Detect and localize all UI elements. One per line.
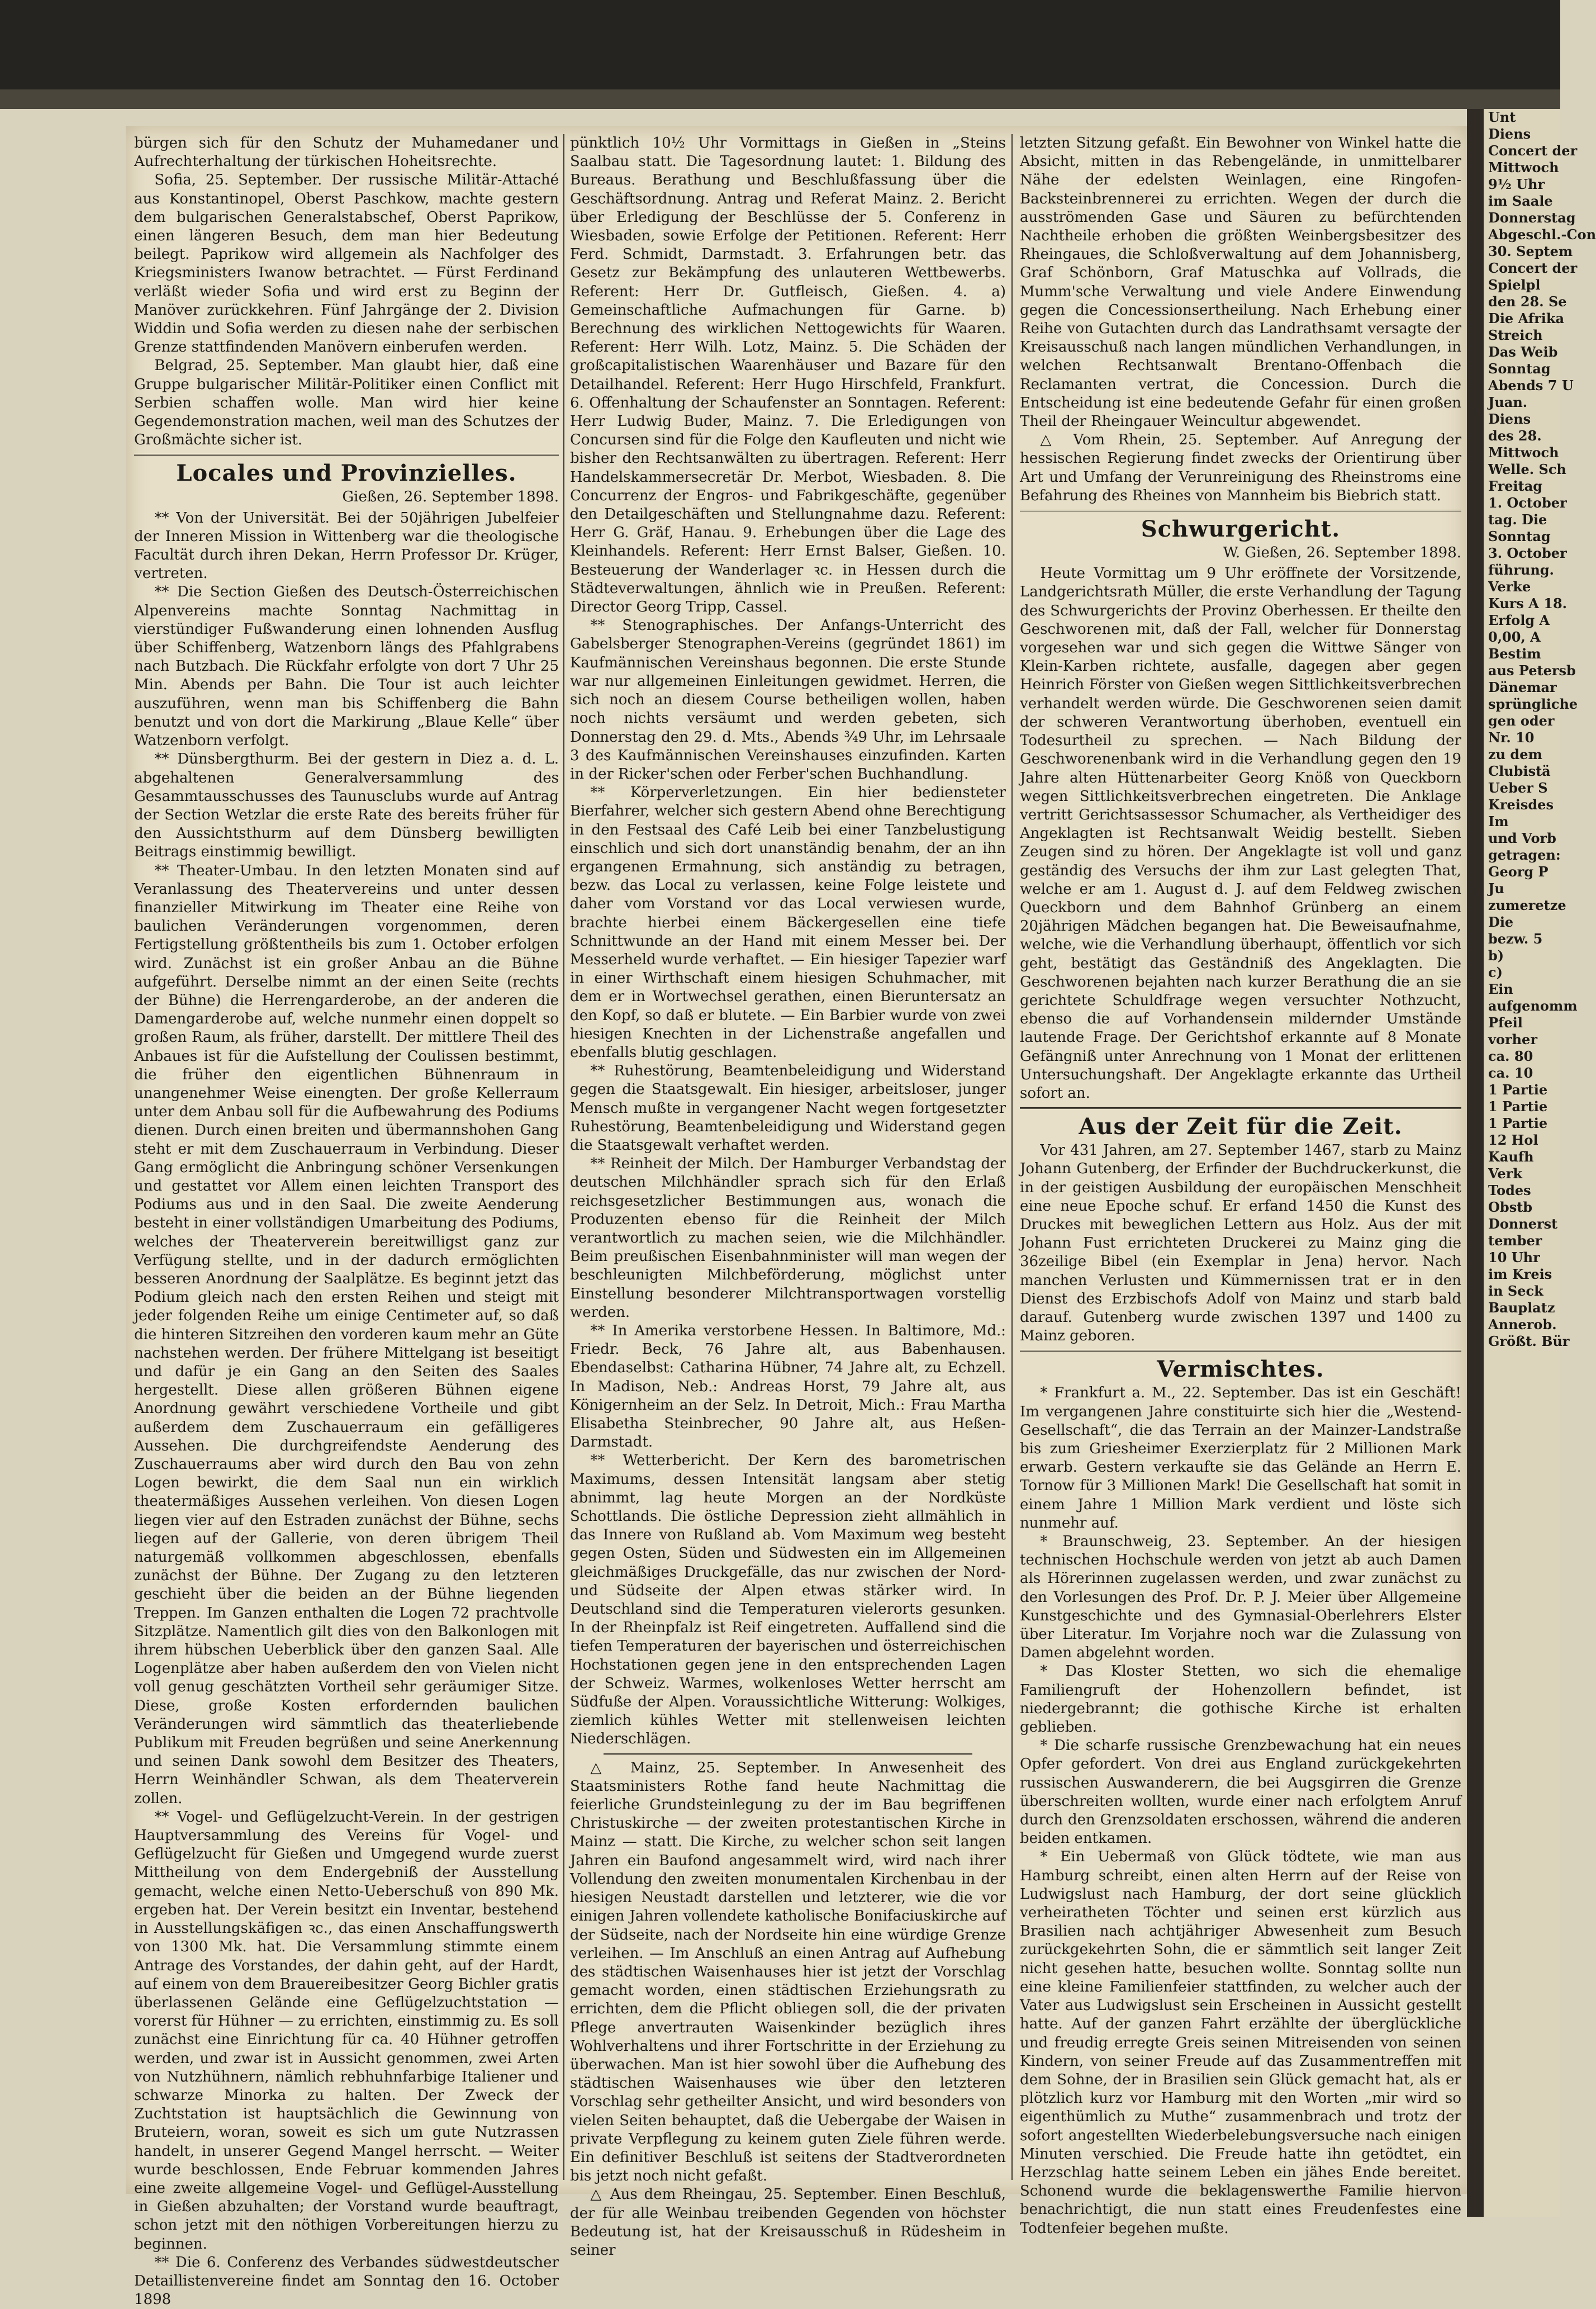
- news-ruhestoerung: ** Ruhestörung, Beamtenbeleidigung und Widerstand gegen die Staatsgewalt. Ein hiesiger, arbeitsloser, junger Mensch mußte in vergangener Nacht wegen fortgesetzter Ruhestörung, Beamtenbeleidigung und Widerstand gegen die Staatsgewalt verhaftet werden.: [570, 1063, 1006, 1154]
- next-page-fragment: Obstb: [1488, 1199, 1533, 1215]
- next-page-fragment: Juan.: [1488, 394, 1528, 410]
- next-page-fragment: Sonntag: [1488, 361, 1551, 377]
- next-page-fragment: tember: [1488, 1232, 1542, 1249]
- next-page-fragment: den 28. Se: [1488, 293, 1567, 310]
- next-page-fragment: 1 Partie: [1488, 1098, 1548, 1115]
- next-page-fragment: Bauplatz: [1488, 1300, 1555, 1316]
- next-page-fragment: Pfeil: [1488, 1014, 1523, 1031]
- next-page-fragment: zu dem: [1488, 746, 1542, 762]
- next-page-fragment: aufgenomm: [1488, 998, 1578, 1014]
- next-page-fragment: Mittwoch: [1488, 159, 1559, 176]
- news-vom-rhein: △ Vom Rhein, 25. September. Auf Anregung der hessischen Regierung findet zwecks der Orientirung über Art und Umfang der Verunreinigung des Rheinstroms eine Befahrung des Rheines von Mannheim bis Biebrich statt.: [1020, 432, 1461, 504]
- next-page-fragment: Verk: [1488, 1165, 1522, 1182]
- news-schwurgericht: Heute Vormittag um 9 Uhr eröffnete der Vorsitzende, Landgerichtsrath Müller, die erste Verhandlung der Tagung des Schwurgerichts der Provinz Oberhessen. Er theilte den Geschworenen mit, daß der Fall, welcher für Donnerstag vorgesehen war und sich gegen die Wittwe Sänger von Klein-Karben richtete, ausfalle, dagegen aber gegen Heinrich Förster von Gießen wegen Sittlichkeitsverbrechen verhandelt werden würde. Die Geschworenen seien damit der schweren Verantwortung überhoben, eventuell ein Todesurtheil zu sprechen. — Nach Bildung der Geschworenenbank wird in die Verhandlung gegen den 19 Jahre alten Hüttenarbeiter Georg Knöß von Queckborn wegen Sittlichkeitsverbrechen eingetreten. Die Anklage vertritt Gerichtsassessor Schumacher, als Vertheidiger des Angeklagten ist Rechtsanwalt Weidig bestellt. Sieben Zeugen sind zu hören. Der Angeklagte ist voll und ganz geständig des Versuchs der ihm zur Last gelegten That, welche er am 1. August d. J. auf dem Feldweg zwischen Queckborn und dem Bahnhof Grünberg an einem 20jährigen Mädchen begangen hat. Die Beweisaufnahme, welche, wie die Verhandlung überhaupt, öffentlich vor sich geht, bestätigt das Geständniß des Angeklagten. Die Geschworenen bejahten nach kurzer Berathung die an sie gerichtete Schuldfrage wegen versuchter Nothzucht, ebenso die auf Vorhandensein mildernder Umstände lautende Frage. Der Gerichtshof erkannte auf 8 Monate Gefängniß unter Anrechnung von 1 Monat der erlittenen Untersuchungshaft. Der Angeklagte erkannte das Urtheil sofort an.: [1020, 565, 1461, 1102]
- next-page-fragment: Kreisdes: [1488, 796, 1554, 813]
- news-mainz: △ Mainz, 25. September. In Anwesenheit des Staatsministers Rothe fand heute Nachmittag die feierliche Grundsteinlegung zu der im Bau begriffenen Christuskirche — der zweiten protestantischen Kirche in Mainz — statt. Die Kirche, zu welcher schon seit langen Jahren ein Baufond angesammelt wird, wird nach ihrer Vollendung den zweiten monumentalen Kirchenbau in der hiesigen Neustadt darstellen und letzterer, wie die vor einigen Jahren vollendete katholische Bonifaciuskirche auf der Südseite, nach der Nordseite hin eine würdige Grenze verleihen. — Im Anschluß an einen Antrag auf Aufhebung des städtischen Waisenhauses hier ist jetzt der Vorschlag gemacht worden, einen städtischen Erziehungsrath zu errichten, dem die Pflicht obliegen soll, die der privaten Pflege anvertrauten Waisenkinder bezüglich ihres Wohlverhaltens und ihrer Fortschritte in der Erziehung zu überwachen. Man ist hier sowohl über die Aufhebung des städtischen Waisenhauses wie über den letzteren Vorschlag sehr getheilter Ansicht, und wird besonders von vielen Seiten behauptet, daß die Uebergabe der Waisen in private Verpflegung zu keinem guten Ziele führen werde. Ein definitiver Beschluß ist seitens der Stadtverordneten bis jetzt noch nicht gefaßt.: [570, 1759, 1006, 2185]
- next-page-fragment: c): [1488, 964, 1503, 980]
- next-page-fragment: 1. October: [1488, 495, 1567, 511]
- next-page-fragment: Das Weib: [1488, 344, 1558, 360]
- next-page-fragment: Diens: [1488, 126, 1531, 142]
- news-detaillistenvereine: ** Die 6. Conferenz des Verbandes südwestdeutscher Detaillistenvereine findet am Sonntag den 16. October 1898: [134, 2254, 559, 2308]
- next-page-fragment: b): [1488, 947, 1504, 964]
- next-page-fragment: und Vorb: [1488, 830, 1556, 846]
- section-heading-locales: Locales und Provinzielles.: [134, 454, 559, 488]
- next-page-fragment: im Saale: [1488, 193, 1553, 209]
- article-tagesordnung: pünktlich 10½ Uhr Vormittags in Gießen in „Steins Saalbau statt. Die Tagesordnung lautet: 1. Bildung des Bureaus. Berathung und Beschlußfassung über die Geschäftsordnung. Antrag und Referat Mainz. 2. Bericht über Erledigung der Beschlüsse der 5. Conferenz in Wiesbaden, sowie Erfolge der Petitionen. Referent: Herr Ferd. Schmidt, Darmstadt. 3. Erfahrungen betr. das Gesetz zur Bekämpfung des unlauteren Wettbewerbs. Referent: Herr Dr. Gutfleisch, Gießen. 4. a) Gemeinschaftliche Aufmachungen für Garne. b) Berechnung des wirklichen Nettogewichts für Waaren. Referent: Herr Wilh. Lotz, Mainz. 5. Die Schäden der großcapitalistischen Waarenhäuser und Bazare für den Detailhandel. Referent: Herr Hugo Hirschfeld, Frankfurt. 6. Offenhaltung der Schaufenster an Sonntagen. Referent: Herr Ludwig Buder, Mainz. 7. Die Erledigungen von Concursen sind für die Folge den Kaufleuten und nicht wie bisher den Rechtsanwälten zu übertragen. Referent: Herr Handelskammersecretär Dr. Merbot, Wiesbaden. 8. Die Concurrenz der Engros- und Fabrikgeschäfte, gegenüber den Detailgeschäften und Stellungnahme dazu. Referent: Herr G. Gräf, Hanau. 9. Erhebungen über die Lage des Kleinhandels. Referent: Herr Ernst Balser, Gießen. 10. Besteuerung der Wanderlager ꝛc. in Hessen durch die Städteverwaltungen, ähnlich wie in Preußen. Referent: Director Georg Tripp, Cassel.: [570, 135, 1006, 616]
- news-milch: ** Reinheit der Milch. Der Hamburger Verbandstag der deutschen Milchhändler sprach sich für den Erlaß reichsgesetzlicher Bestimmungen aus, wonach die Produzenten ebenso für die Reinheit der Milch verantwortlich zu machen seien, wie die Milchhändler. Beim preußischen Eisenbahnminister will man wegen der beschleunigten Milchbeförderung, möglichst unter Einstellung besonderer Milchtransportwagen vorstellig werden.: [570, 1155, 1006, 1321]
- next-page-fragment: Größt. Bür: [1488, 1333, 1570, 1349]
- section-heading-vermischtes: Vermischtes.: [1020, 1350, 1461, 1384]
- column-rule-2: [1011, 134, 1013, 2180]
- news-universitaet: ** Von der Universität. Bei der 50jährigen Jubelfeier der Inneren Mission in Wittenberg war die theologische Facultät durch ihren Dekan, Herrn Professor Dr. Krüger, vertreten.: [134, 509, 559, 582]
- next-page-fragment: Clubistä: [1488, 763, 1551, 779]
- next-page-fragment: Freitag: [1488, 478, 1543, 494]
- next-page-fragment: 30. Septem: [1488, 243, 1573, 259]
- next-page-fragment: 9½ Uhr: [1488, 176, 1545, 192]
- section-heading-zeit: Aus der Zeit für die Zeit.: [1020, 1107, 1461, 1141]
- column-1: [134, 134, 559, 2308]
- news-alpenverein: ** Die Section Gießen des Deutsch-Österreichischen Alpenvereins machte Sonntag Nachmittag in vierstündiger Fußwanderung einen lohnenden Ausflug über Schiffenberg, Watzenborn längs des Pfahlgrabens nach Butzbach. Die Rückfahr erfolgte von dort 7 Uhr 25 Min. Abends per Bahn. Die Tour ist auch leichter auszuführen, wenn man bis Schiffenberg die Bahn benutzt und von dort die Markirung „Blaue Kelle“ über Watzenborn verfolgt.: [134, 584, 559, 750]
- next-page-fragment: zumeretze: [1488, 897, 1566, 913]
- column-2: [570, 134, 1006, 2259]
- dateline-schwurgericht: W. Gießen, 26. September 1898.: [1223, 544, 1461, 562]
- next-page-fragment: sprüngliche: [1488, 696, 1578, 712]
- next-page-fragment: Donnerstag: [1488, 210, 1576, 226]
- next-page-fragment: 1 Partie: [1488, 1115, 1548, 1131]
- next-page-fragment: Unt: [1488, 109, 1516, 125]
- news-sofia: Sofia, 25. September. Der russische Militär-Attaché aus Konstantinopel, Oberst Paschkow, machte gestern dem bulgarischen Generalstabschef, Oberst Paprikow, einen längeren Besuch, dem man hier Bedeutung beilegt. Paprikow wird allgemein als Nachfolger des Kriegsministers Iwanow betrachtet. — Fürst Ferdinand verläßt wieder Sofia und wird erst zu Beginn der Manöver zurückkehren. Fünf Jahrgänge der 2. Division Widdin und Sofia werden zu diesen nahe der serbischen Grenze stattfindenden Manövern einberufen werden.: [134, 172, 559, 356]
- news-duensbergthurm: ** Dünsbergthurm. Bei der gestern in Diez a. d. L. abgehaltenen Generalversammlung des Gesammtausschusses des Taunusclubs wurde auf Antrag der Section Wetzlar die erste Rate des bereits früher für den Aussichtsthurm auf dem Dünsberg bewilligten Beitrags einstimmig bewilligt.: [134, 751, 559, 861]
- next-page-fragment: Todes: [1488, 1182, 1531, 1198]
- scanner-edge: [0, 89, 1560, 109]
- next-page-fragment: 12 Hol: [1488, 1132, 1538, 1148]
- news-grenzbewachung: * Die scharfe russische Grenzbewachung hat ein neues Opfer gefordert. Von drei aus England zurückgekehrten russischen Auswanderern, die bei Augsgirren die Grenze überschreiten wollten, wurde einer nach erfolgtem Anruf durch den Grenzsoldaten erschossen, während die anderen beiden entkamen.: [1020, 1737, 1461, 1847]
- next-page-fragment: 3. October: [1488, 545, 1567, 561]
- next-page-fragment: Diens: [1488, 411, 1531, 427]
- next-page-fragment: Concert der: [1488, 260, 1578, 276]
- news-kloster-stetten: * Das Kloster Stetten, wo sich die ehemalige Familiengruft der Hohenzollern befindet, ist niedergebrannt; die gothische Kirche ist erhalten geblieben.: [1020, 1663, 1461, 1736]
- news-wetterbericht: ** Wetterbericht. Der Kern des barometrischen Maximums, dessen Intensität langsam aber stetig abnimmt, lag heute Morgen an der Nordküste Schottlands. Die östliche Depression zieht allmählich in das Innere von Rußland ab. Vom Maximum weg besteht gegen Osten, Süden und Südwesten ein im Allgemeinen gleichmäßiges Druckgefälle, das nur zwischen der Nord- und Südseite der Alpen etwas stärker wird. In Deutschland sind die Temperaturen vielerorts gesunken. In der Rheinpfalz ist Reif eingetreten. Auffallend sind die tiefen Temperaturen der bayerischen und österreichischen Hochstationen gegen jene in den entsprechenden Lagen der Schweiz. Warmes, wolkenloses Wetter herrscht am Südfuße der Alpen. Voraussichtliche Witterung: Wolkiges, ziemlich kühles Wetter mit stellenweisen leichten Niederschlägen.: [570, 1452, 1006, 1748]
- next-page-edge: [1484, 109, 1596, 2217]
- dateline-giessen: Gießen, 26. September 1898.: [342, 489, 559, 506]
- next-page-fragment: Verke: [1488, 579, 1531, 595]
- next-page-fragment: Ein: [1488, 981, 1513, 997]
- next-page-fragment: getragen:: [1488, 847, 1561, 863]
- news-theater-umbau: ** Theater-Umbau. In den letzten Monaten sind auf Veranlassung des Theatervereins und unter dessen finanzieller Mitwirkung im Theater eine Reihe von baulichen Veränderungen vorgenommen, deren Fertigstellung größtentheils bis zum 1. October erfolgen wird. Zunächst ist ein großer Anbau an die Bühne aufgeführt. Derselbe nimmt an der einen Seite (rechts der Bühne) die Herrengarderobe, an der anderen die Damengarderobe auf, welche nunmehr einen doppelt so großen Raum, als früher, darstellt. Der mittlere Theil des Anbaues ist für die Aufstellung der Coulissen bestimmt, die früher den eigentlichen Bühnenraum in unangenehmer Weise einengten. Der große Kellerraum unter dem Anbau soll für die Aufbewahrung des Podiums dienen. Durch einen breiten und übermannshohen Gang steht er mit dem Zuschauerraum in Verbindung. Dieser Gang ermöglicht die Anbringung schöner Versenkungen und gestattet vor Allem einen leichten Transport des Podiums aus und in den Saal. Die zweite Aenderung besteht in einer vollständigen Umarbeitung des Podiums, welches der Theaterverein bereitwilligst ganz zur Verfügung stellte, und in der dadurch ermöglichten besseren Anordnung der Saalplätze. Es beginnt jetzt das Podium gleich nach den ersten Reihen und steigt mit jeder folgenden Reihe um einige Centimeter auf, so daß die hinteren Sitzreihen den vorderen kaum mehr an Güte nachstehen werden. Der frühere Mittelgang ist beseitigt und dafür je ein Gang an den Seiten des Saales hergestellt. Diese allen größeren Bühnen eigene Anordnung gewährt verschiedene Vortheile und gibt außerdem dem Zuschauerraum ein gefälligeres Aussehen. Die durchgreifendste Aenderung des Zuschauerraums aber wird durch den Bau von zehn Logen bewirkt, die dem Saal nun ein wirklich theatermäßiges Aussehen verleihen. Von diesen Logen liegen vier auf den Estraden zunächst der Bühne, sechs liegen auf der Gallerie, von deren übrigem Theil naturgemäß vollkommen abgeschlossen, ebenfalls zunächst der Bühne. Der Zugang zu den letzteren geschieht über die beiden an der Bühne liegenden Treppen. Im Ganzen enthalten die Logen 72 prachtvolle Sitzplätze. Namentlich gilt dies von den Balkonlogen mit ihrem hübschen Ueberblick über den ganzen Saal. Alle Logenplätze aber haben außerdem den von Vielen nicht voll genug geschätzten Vortheil sehr geräumiger Sitze. Diese, große Kosten erfordernden baulichen Veränderungen wird sämmtlich das theaterliebende Publikum mit Freuden begrüßen und seine Anerkennung und seinen Dank sowohl dem Besitzer des Theaters, Herrn Weinhändler Schwan, als dem Theaterverein zollen.: [134, 862, 559, 1807]
- next-page-fragment: 10 Uhr: [1488, 1249, 1540, 1265]
- article-kreisausschuss: letzten Sitzung gefaßt. Ein Bewohner von Winkel hatte die Absicht, mitten in das Rebengelände, in unmittelbarer Nähe der edelsten Weinlagen, eine Ringofen-Backsteinbrennerei zu errichten. Wegen der durch die ausströmenden Gase und Säuren zu befürchtenden Nachtheile erhoben die größten Weinbergsbesitzer des Rheingaues, die Schloßverwaltung auf dem Johannisberg, Graf Schönborn, Graf Matuschka auf Vollrads, die Mumm'sche Verwaltung und viele Andere Einwendung gegen die Concessionsertheilung. Nach Erhebung einer Reihe von Gutachten durch das Landrathsamt versagte der Kreisausschuß nach langen mündlichen Verhandlungen, in welchen Rechtsanwalt Brentano-Offenbach die Reclamanten vertrat, die Concession. Durch die Entscheidung ist eine bedeutende Gefahr für einen großen Theil der Rheingauer Weincultur abgewendet.: [1020, 135, 1461, 430]
- separator-rule: [604, 1753, 972, 1755]
- news-amerika-hessen: ** In Amerika verstorbene Hessen. In Baltimore, Md.: Friedr. Beck, 76 Jahre alt, aus Babenhausen. Ebendaselbst: Catharina Hübner, 74 Jahre alt, zu Echzell. In Madison, Neb.: Andreas Horst, 79 Jahre alt, aus Königernheim an der Selz. In Detroit, Mich.: Frau Martha Elisabetha Steinbrecher, 90 Jahre alt, aus Heßen-Darmstadt.: [570, 1322, 1006, 1451]
- column-3: [1020, 134, 1461, 2237]
- column-rule-1: [563, 134, 564, 2180]
- next-page-fragment: gen oder: [1488, 713, 1555, 729]
- next-page-fragment: Die Afrika: [1488, 310, 1565, 326]
- next-page-fragment: Nr. 10: [1488, 729, 1535, 746]
- next-page-fragment: ca. 10: [1488, 1065, 1533, 1081]
- next-page-fragment: 1 Partie: [1488, 1082, 1548, 1098]
- news-koerperverletzungen: ** Körperverletzungen. Ein hier bediensteter Bierfahrer, welcher sich gestern Abend ohne Berechtigung in den Festsaal des Café Leib bei einer Tanzbelustigung einschlich und sich dort unanständig benahm, der an ihn ergangenen Ermahnung, sich anständig zu betragen, bezw. das Local zu verlassen, keine Folge leistete und daher vom Vorstand vor das Local verwiesen wurde, brachte hierbei einem Bäckergesellen eine tiefe Schnittwunde an der Hand mit einem Messer bei. Der Messerheld wurde verhaftet. — Ein hiesiger Tapezier warf in einer Wirthschaft einem hiesigen Schuhmacher, mit dem er in Wortwechsel gerathen, einen Bieruntersatz an den Kopf, so daß er blutete. — Ein Barbier wurde von zwei hiesigen Knechten in der Lichenstraße angefallen und ebenfalls blutig geschlagen.: [570, 784, 1006, 1061]
- next-page-fragment: in Seck: [1488, 1283, 1543, 1299]
- next-page-fragment: Sonntag: [1488, 528, 1551, 544]
- next-page-fragment: aus Petersb: [1488, 662, 1576, 679]
- next-page-fragment: ca. 80: [1488, 1048, 1533, 1064]
- next-page-fragment: Kurs A 18.: [1488, 595, 1568, 611]
- news-frankfurt: * Frankfurt a. M., 22. September. Das ist ein Geschäft! Im vergangenen Jahre constituirte sich hier die „Westend-Gesellschaft“, die das Terrain an der Mainzer-Landstraße bis zum Griesheimer Exerzierplatz für 2 Millionen Mark erwarb. Gestern verkaufte sie das Gelände an Herrn E. Tornow für 3 Millionen Mark! Die Gesellschaft hat somit in einem Jahre 1 Million Mark verdient und löste sich nunmehr auf.: [1020, 1385, 1461, 1532]
- news-gefluegelzucht: ** Vogel- und Geflügelzucht-Verein. In der gestrigen Hauptversammlung des Vereins für Vogel- und Geflügelzucht für Gießen und Umgegend wurde zuerst Mittheilung von dem Endergebniß der Ausstellung gemacht, welche einen Netto-Ueberschuß von 890 Mk. ergeben hat. Der Verein besitzt ein Inventar, bestehend in Ausstellungskäfigen ꝛc., das einen Anschaffungswerth von 1300 Mk. hat. Die Versammlung stimmte einem Antrage des Vorstandes, der dahin geht, auf der Hardt, auf einem von dem Brauereibesitzer Georg Bichler gratis überlassenen Gelände eine Geflügelzuchtstation — vorerst für Hühner — zu errichten, einstimmig zu. Es soll zunächst eine Einrichtung für ca. 40 Hühner getroffen werden, und zwar ist in Aussicht genommen, zwei Arten von Nutzhühnern, nämlich rebhuhnfarbige Italiener und schwarze Minorka zu halten. Der Zweck der Zuchtstation ist hauptsächlich die Gewinnung von Bruteiern, woran, soweit es sich um gute Nutzrassen handelt, in unserer Gegend Mangel herrscht. — Weiter wurde beschlossen, Ende Februar kommenden Jahres eine zweite allgemeine Vogel- und Geflügel-Ausstellung in Gießen abzuhalten; der Vorstand wurde beauftragt, schon jetzt mit den nöthigen Vorbereitungen hierzu zu beginnen.: [134, 1808, 559, 2253]
- next-page-fragment: Dänemar: [1488, 679, 1557, 695]
- next-page-fragment: Welle. Sch: [1488, 461, 1566, 477]
- news-belgrad: Belgrad, 25. September. Man glaubt hier, daß eine Gruppe bulgarischer Militär-Politiker einen Conflict mit Serbien schaffen wolle. Man wird hier keine Gegendemonstration machen, weil man des Schutzes der Großmächte sicher ist.: [134, 357, 559, 449]
- next-page-fragment: Donnerst: [1488, 1216, 1558, 1232]
- news-braunschweig: * Braunschweig, 23. September. An der hiesigen technischen Hochschule werden von jetzt ab auch Damen als Hörerinnen zugelassen werden, und zwar zunächst zu den Vorlesungen des Prof. Dr. P. J. Meier über Allgemeine Kunstgeschichte und des Gymnasial-Oberlehrers Elster über Literatur. Im Vorjahre noch war die Zulassung von Damen abgelehnt worden.: [1020, 1533, 1461, 1662]
- next-page-fragment: Ju: [1488, 880, 1504, 897]
- next-page-fragment: Im: [1488, 813, 1509, 829]
- next-page-fragment: bezw. 5: [1488, 931, 1543, 947]
- news-uebermass-glueck: * Ein Uebermaß von Glück tödtete, wie man aus Hamburg schreibt, einen alten Herrn auf der Reise von Ludwigslust nach Hamburg, der dort seine glücklich verheiratheten Töchter und seinen erst kürzlich aus Brasilien nach achtjähriger Abwesenheit zum Besuch zurückgekehrten Sohn, die er sämmtlich seit langer Zeit nicht gesehen hatte, besuchen wollte. Sonntag sollte nun eine kleine Familienfeier stattfinden, zu welcher auch der Vater aus Ludwigslust sein Erscheinen in Aussicht gestellt hatte. Auf der ganzen Fahrt erzählte der überglückliche und freudig erregte Greis seinen Mitreisenden von seinen Kindern, von seiner Freude auf das Zusammentreffen mit dem Sohne, der in Brasilien sein Glück gemacht hat, als er plötzlich kurz vor Hamburg mit den Worten „mir wird so eigenthümlich zu Muthe“ zusammenbrach und trotz der sofort angestellten Wiederbelebungsversuche nach einigen Minuten verschied. Die Freude hatte ihn getödtet, ein Herzschlag hatte seinem Leben ein jähes Ende bereitet. Schonend wurde die beklagenswerthe Familie hiervon benachrichtigt, die nun statt eines Freudenfestes eine Todtenfeier begehen mußte.: [1020, 1848, 1461, 2237]
- next-page-fragment: Erfolg A: [1488, 612, 1550, 628]
- next-page-fragment: im Kreis: [1488, 1266, 1552, 1282]
- next-page-fragment: Ueber S: [1488, 780, 1548, 796]
- next-page-fragment: tag. Die: [1488, 511, 1547, 528]
- next-page-fragment: vorher: [1488, 1031, 1537, 1047]
- next-page-fragment: Kaufh: [1488, 1149, 1534, 1165]
- next-page-fragment: Abgeschl.-Con: [1488, 226, 1596, 243]
- scanner-top-border: [0, 0, 1560, 109]
- news-gutenberg: Vor 431 Jahren, am 27. September 1467, starb zu Mainz Johann Gutenberg, der Erfinder der Buchdruckerkunst, die in der geistigen Ausbildung der europäischen Menschheit eine neue Epoche schuf. Er erfand 1450 die Kunst des Druckes mit beweglichen Lettern aus Holz. Aus der mit Johann Fust errichteten Druckerei zu Mainz ging die 36zeilige Bibel (ein Exemplar in Jena) hervor. Nach manchen Verlusten und Kümmernissen trat er in den Dienst des Erzbischofs Adolf von Mainz und starb bald darauf. Gutenberg wurde zwischen 1397 und 1400 zu Mainz geboren.: [1020, 1142, 1461, 1345]
- page-gutter-shadow: [1467, 109, 1484, 2217]
- next-page-fragment: Annerob.: [1488, 1316, 1557, 1333]
- next-page-fragment: Concert der: [1488, 143, 1578, 159]
- article-continuation: bürgen sich für den Schutz der Muhamedaner und Aufrechterhaltung der türkischen Hoheitsrechte.: [134, 135, 559, 170]
- next-page-fragment: 0,00, A: [1488, 629, 1541, 645]
- next-page-fragment: Bestim: [1488, 646, 1541, 662]
- next-page-fragment: führung.: [1488, 562, 1554, 578]
- next-page-fragment: Mittwoch: [1488, 444, 1559, 461]
- next-page-fragment: Abends 7 U: [1488, 377, 1574, 393]
- next-page-fragment: Die: [1488, 914, 1514, 930]
- next-page-fragment: des 28.: [1488, 428, 1542, 444]
- news-stenographisches: ** Stenographisches. Der Anfangs-Unterricht des Gabelsberger Stenographen-Vereins (gegründet 1861) im Kaufmännischen Vereinshaus begonnen. Die erste Stunde war nur allgemeinen Einleitungen gewidmet. Herren, die sich noch an diesem Course betheiligen wollen, haben noch nichts versäumt und werden gebeten, sich Donnerstag den 29. d. Mts., Abends ¾9 Uhr, im Lehrsaale 3 des Kaufmännischen Vereinshauses einzufinden. Karten in der Ricker'schen oder Ferber'schen Buchhandlung.: [570, 617, 1006, 783]
- section-heading-schwurgericht: Schwurgericht.: [1020, 510, 1461, 544]
- next-page-fragment: Spielpl: [1488, 277, 1541, 293]
- next-page-fragment: Streich: [1488, 327, 1543, 343]
- next-page-fragment: Georg P: [1488, 864, 1548, 880]
- news-rheingau: △ Aus dem Rheingau, 25. September. Einen Beschluß, der für alle Weinbau treibenden Gegenden von höchster Bedeutung ist, hat der Kreisausschuß in Rüdesheim in seiner: [570, 2186, 1006, 2259]
